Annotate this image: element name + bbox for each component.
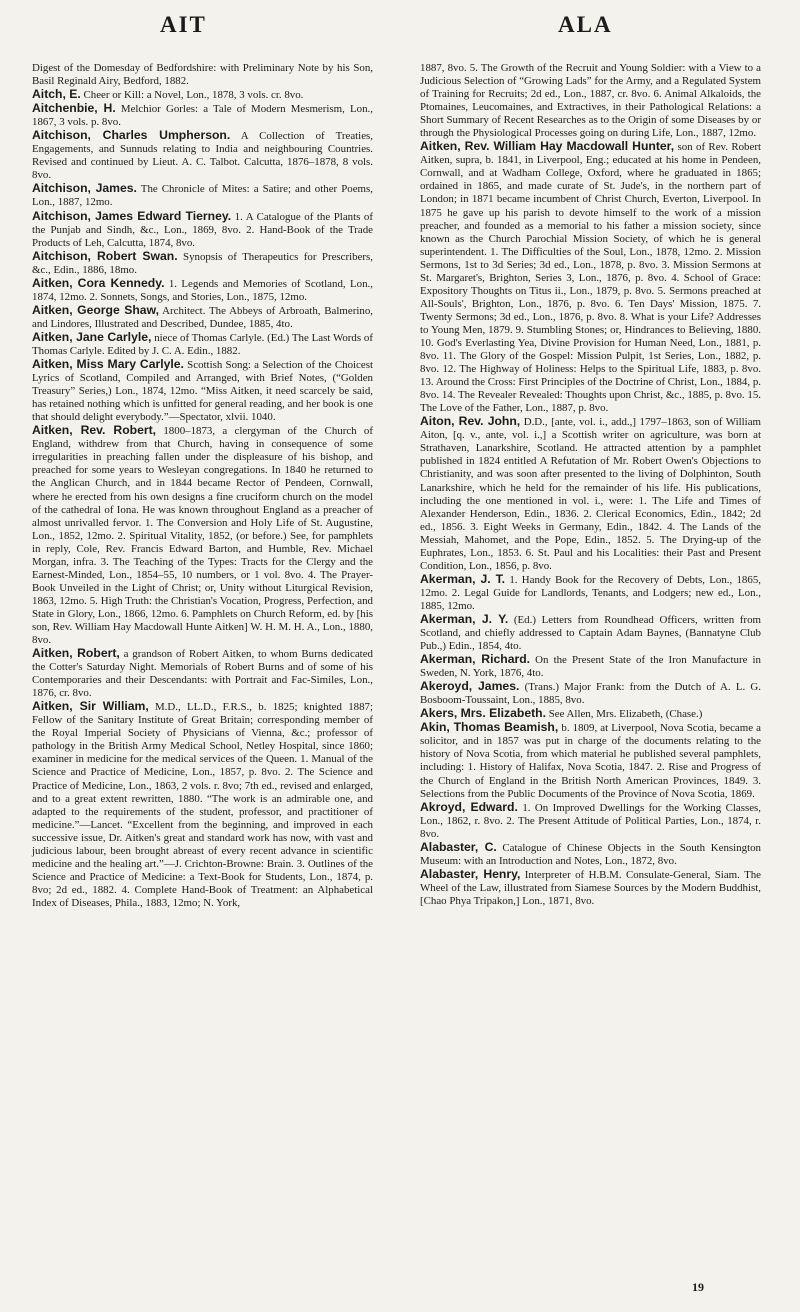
entry-headword: Aitken, George Shaw, [32,302,159,317]
dictionary-entry [32,304,373,331]
dictionary-entry [420,721,761,800]
entry-headword: Aitch, E. [32,87,81,102]
dictionary-entry [420,868,761,908]
entry-headword: Aitken, Rev. Robert, [32,423,157,438]
entry-text: (Ed.) Letters from Roundhead Officers, written from Scotland, and chiefly addressed to Captain Adam Baynes, (Bannatyne Club Pub.,) Edin., 1854, 4to. [420,613,761,653]
entry-text: Scottish Song: a Selection of the Choicest Lyrics of Scotland, Compiled and Arranged, with Brief Notes, (“Golden Treasury” Series,) Lon., 1874, 12mo. “Miss Aitken, it need scarcely be said, has retained nothing which is unfitted for general reading, and her book is one that should delight everybody.”—Spectator, xlvii. 1040. [32,359,373,424]
entry-text: Interpreter of H.B.M. Consulate-General, Siam. The Wheel of the Law, illustrated from Siamese Sources by the Modern Buddhist, [Chao Phya Tripakon,] Lon., 1871, 8vo. [420,868,761,907]
entry-text: Architect. The Abbeys of Arbroath, Balmerino, and Lindores, Illustrated and Described, Dundee, 1885, 4to. [32,304,373,330]
entry-text: See Allen, Mrs. Elizabeth, (Chase.) [545,708,703,721]
entry-headword: Aitchison, James. [32,181,137,196]
left-column [32,62,373,910]
entry-text: 1. A Catalogue of the Plants of the Punjab and Sindh, &c., Lon., 1869, 8vo. 2. Hand-Book of the Trade Products of Leh, Calcutta, 1874, 8vo. [32,210,373,249]
dictionary-entry [32,129,373,182]
dictionary-entry [420,613,761,653]
entry-text: Digest of the Domesday of Bedfordshire: with Preliminary Note by his Son, Basil Reginald Airy, Bedford, 1882. [32,62,373,88]
entry-headword: Aitken, Rev. William Hay Macdowall Hunter, [420,139,675,154]
entry-text: A Collection of Treaties, Engagements, and Sunnuds relating to India and neighbouring Countries. Revised and continued by Lieut. A. C. Talbot. Calcutta, 1876–1878, 8 vols. 8vo. [32,130,373,182]
entry-text: Catalogue of Chinese Objects in the South Kensington Museum: with an Introduction and Notes, Lon., 1872, 8vo. [420,841,761,867]
dictionary-entry [420,140,761,415]
entry-text: M.D., LL.D., F.R.S., b. 1825; knighted 1887; Fellow of the Sanitary Institute of Great Britain; corresponding member of the Royal Imperial Society of Physicians of Vienna, &c.; professor of pathology in the British Army Medical School, Netley Hospital, since 1860; examiner in medicine for the medical services of the Queen. 1. Manual of the Science and Practice of Medicine, Lon., 1857, p. 8vo. 2. The Science and Practice of Medicine, Lon., 1863, 2 vols. r. 8vo; 7th ed., revised and enlarged, and to a great extent rewritten, 1880. “The work is an admirable one, and adapted to the requirements of the student, professor, and practitioner of medicine.”—Lancet. “Excellent from the beginning, and improved in each successive issue, Dr. Aitken's great and standard work has now, with vast and judicious labour, been brought abreast of every recent advance in scientific medicine and the healing art.”—J. Crichton-Browne: Brain. 3. Outlines of the Science and Practice of Medicine: a Text-Book for Students, Lon., 1874, p. 8vo; 2d ed., 1882. 4. Complete Hand-Book of Treatment: an Alphabetical Index of Diseases, Phila., 1883, 12mo; N. York, [32,701,373,909]
entry-text: D.D., [ante, vol. i., add.,] 1797–1863, son of William Aiton, [q. v., ante, vol. i.,] a Scottish writer on agriculture, was born at Strathaven, Lanarkshire, Scotland. He attracted attention by a pamphlet published in 1824 entitled A Refutation of Mr. Robert Owen's Objections to Christianity, and was soon after presented to the living of Dolphinton, South Lanarkshire, which he held for the remainder of his life. His publications, including the one mentioned in vol. i., were: 1. The Life and Times of Alexander Henderson, Edin., 1836. 2. Clerical Economics, Edin., 1842; 2d ed., 1856. 3. Eight Weeks in Germany, Edin., 1842. 4. The Lands of the Messiah, Mahomet, and the Pope, Edin., 1852. 5. The Drying-up of the Euphrates, Lon., 1853. 6. St. Paul and his Localities: their Past and Present Condition, Lon., 1856, p. 8vo. [420,416,762,572]
entry-headword: Alabaster, C. [420,839,497,854]
entry-headword: Akeroyd, James. [420,679,520,694]
running-head-right: ALA [558,12,613,37]
entry-headword: Aitchison, James Edward Tierney. [32,208,232,223]
dictionary-entry [420,680,761,707]
entry-headword: Aitken, Cora Kennedy. [32,275,165,290]
dictionary-entry [32,102,373,129]
dictionary-entry [420,653,761,680]
entry-headword: Aitchison, Robert Swan. [32,248,178,263]
entry-text: son of Rev. Robert Aitken, supra, b. 1841, in Liverpool, Eng.; educated at his home in Pendeen, Cornwall, and at Wadham College, Oxford, where he graduated in 1865; ordained in 1865, and made curate of St. Jude's, in the northern part of London; in 1871 became incumbent of Christ Church, Everton, Liverpool. In 1875 he gave up his parish to devote himself to the work of a mission preacher, and founded as a memorial to his father a mission society, since known as the Church Parochial Mission Society, of which he is general superintendent. 1. The Difficulties of the Soul, Lon., 1878, 12mo. 2. Mission Sermons, 1st to 3d Series; 3d ed., Lon., 1878, p. 8vo. 3. Mission Sermons at St. Margaret's, Brighton, Series 3, Lon., 1876, p. 8vo. 4. School of Grace: Expository Thoughts on Titus ii., Lon., 1879, p. 8vo. 5. Sermons preached at All-Souls', Brighton, Lon., 1876, p. 8vo. 6. Ten Days' Mission, 1875. 7. Twenty Sermons; 3d ed., Lon., 1876, p. 8vo. 8. What is your Life? Addresses to Young Men, 1879. 9. Stumbling Stones; or, Hindrances to Believing, 1880. 10. God's Everlasting Yea, Divine Provision for Human Need, Lon., 1881, p. 8vo. 11. The Glory of the Gospel: Mission Pulpit, 1st Series, Lon., 1882, p. 8vo. 12. The Highway of Holiness: Helps to the Spiritual Life, 1883, p. 8vo. 13. Around the Cross: First Principles of the Doctrine of Christ, Lon., 1884, p. 8vo. 14. The Revealer Revealed: Thoughts upon Christ, &c., 1885, p. 8vo. 15. The Love of the Father, Lon., 1887, p. 8vo. [420,141,761,415]
entry-text: 1887, 8vo. 5. The Growth of the Recruit and Young Soldier: with a View to a Judicious Selection of “Growing Lads” for the Army, and a Regulated System of Training for Recruits; 2d ed., Lon., 1887, cr. 8vo. 6. Animal Alkaloids, the Ptomaines, Leucomaines, and Extractives, in their Pathological Relations: a Short Summary of Recent Researches as to the Origin of some Diseases by or through the Physiological Processes going on during Life, Lon., 1887, 12mo. [420,62,761,140]
entry-text: 1. Handy Book for the Recovery of Debts, Lon., 1865, 12mo. 2. Legal Guide for Landlords, Tenants, and Lodgers; new ed., Lon., 1885, 12mo. [420,573,761,612]
entry-text: Melchior Gorles: a Tale of Modern Mesmerism, Lon., 1867, 3 vols. p. 8vo. [32,103,373,129]
dictionary-entry [32,250,373,277]
dictionary-entry [32,277,373,304]
entry-headword: Akroyd, Edward. [420,799,518,814]
dictionary-entry [32,62,373,88]
dictionary-entry [420,801,761,841]
running-head-left: AIT [160,12,207,37]
right-column [420,62,761,908]
dictionary-entry [32,210,373,250]
dictionary-entry [420,62,761,140]
entry-text: The Chronicle of Mites: a Satire; and other Poems, Lon., 1887, 12mo. [32,183,373,209]
entry-text: 1. Legends and Memories of Scotland, Lon., 1874, 12mo. 2. Sonnets, Songs, and Stories, Lon., 1875, 12mo. [32,277,373,303]
entry-text: b. 1809, at Liverpool, Nova Scotia, became a solicitor, and in 1857 was put in charge of the documents relating to the history of Nova Scotia, from which material he published several pamphlets, including: 1. History of Halifax, Nova Scotia, 1847. 2. Rise and Progress of the Church of England in the British North American Provinces, 1849. 3. Selections from the Public Documents of the Province of Nova Scotia, 1869. [420,722,761,800]
entry-headword: Akerman, J. T. [420,571,506,586]
dictionary-entry [420,841,761,868]
entry-text: Synopsis of Therapeutics for Prescribers, &c., Edin., 1886, 18mo. [32,250,373,276]
entry-text: (Trans.) Major Frank: from the Dutch of A. L. G. Bosboom-Toussaint, Lon., 1885, 8vo. [420,681,761,707]
dictionary-entry [420,707,761,721]
entry-headword: Akerman, Richard. [420,652,531,667]
dictionary-entry [420,573,761,613]
dictionary-entry [32,331,373,358]
entry-text: 1. On Improved Dwellings for the Working Classes, Lon., 1862, r. 8vo. 2. The Present Attitude of Political Parties, Lon., 1874, r. 8vo. [420,801,761,840]
page-number: 19 [692,1280,704,1294]
entry-headword: Aiton, Rev. John, [420,414,521,429]
dictionary-entry [32,358,373,424]
entry-text: On the Present State of the Iron Manufacture in Sweden, N. York, 1876, 4to. [420,654,761,680]
entry-headword: Akers, Mrs. Elizabeth. [420,706,546,721]
dictionary-entry [32,88,373,102]
dictionary-entry [420,415,761,573]
entry-text: Cheer or Kill: a Novel, Lon., 1878, 3 vols. cr. 8vo. [80,89,304,102]
entry-text: 1800–1873, a clergyman of the Church of England, withdrew from that Church, having in consequence of some irregularities in preaching fallen under the displeasure of his bishop, and preached for some years to Wesleyan congregations. In 1840 he returned to the Anglican Church, and in 1844 became Rector of Pendeen, Cornwall, where he erected from his own designs a fine cruciform church on the model of the cathedral of Iona. He was known throughout England as a preacher of almost unrivalled fervor. 1. The Conversion and Holy Life of St. Augustine, Lon., 1852, 12mo. 2. Spiritual Vitality, 1852, (or before.) See, for pamphlets in reply, Cole, Rev. Francis Edward Barton, and Humble, Rev. Michael Morgan, infra. 3. The Teaching of the Types: Tracts for the Clergy and the Earnest-Minded, Lon., 1854–55, 10 numbers, or 1 vol. 8vo. 4. The Prayer-Book Unveiled in the Light of Christ; or, Unity without Liturgical Revision, 1863, 12mo. 5. High Truth: the Christian's Vocation, Progress, Perfection, and State in Glory, Lon., 1866, 12mo. 6. Pamphlets on Church Reform, ed. by [his son, Rev. William Hay Macdowall Hunte Aitken] W. H. M. H. A., Lon., 1880, 8vo. [32,425,373,647]
entry-headword: Akerman, J. Y. [420,611,509,626]
entry-text: niece of Thomas Carlyle. (Ed.) The Last Words of Thomas Carlyle. Edited by J. C. A. Edin., 1882. [32,331,373,357]
entry-headword: Aitken, Robert, [32,646,120,661]
entry-headword: Aitken, Jane Carlyle, [32,329,152,344]
entry-headword: Aitken, Miss Mary Carlyle. [32,357,184,372]
dictionary-entry [32,424,373,647]
entry-headword: Aitchenbie, H. [32,101,116,116]
entry-text: a grandson of Robert Aitken, to whom Burns dedicated the Cotter's Saturday Night. Memorials of Robert Burns and of some of his Contemporaries and their Descendants: with Portrait and Fac-Similes, Lon., 1876, cr. 8vo. [32,648,373,700]
dictionary-entry [32,647,373,700]
entry-headword: Aitchison, Charles Umpherson. [32,128,231,143]
entry-headword: Alabaster, Henry, [420,866,521,881]
dictionary-entry [32,700,373,910]
entry-headword: Aitken, Sir William, [32,699,149,714]
dictionary-entry [32,182,373,209]
entry-headword: Akin, Thomas Beamish, [420,720,559,735]
